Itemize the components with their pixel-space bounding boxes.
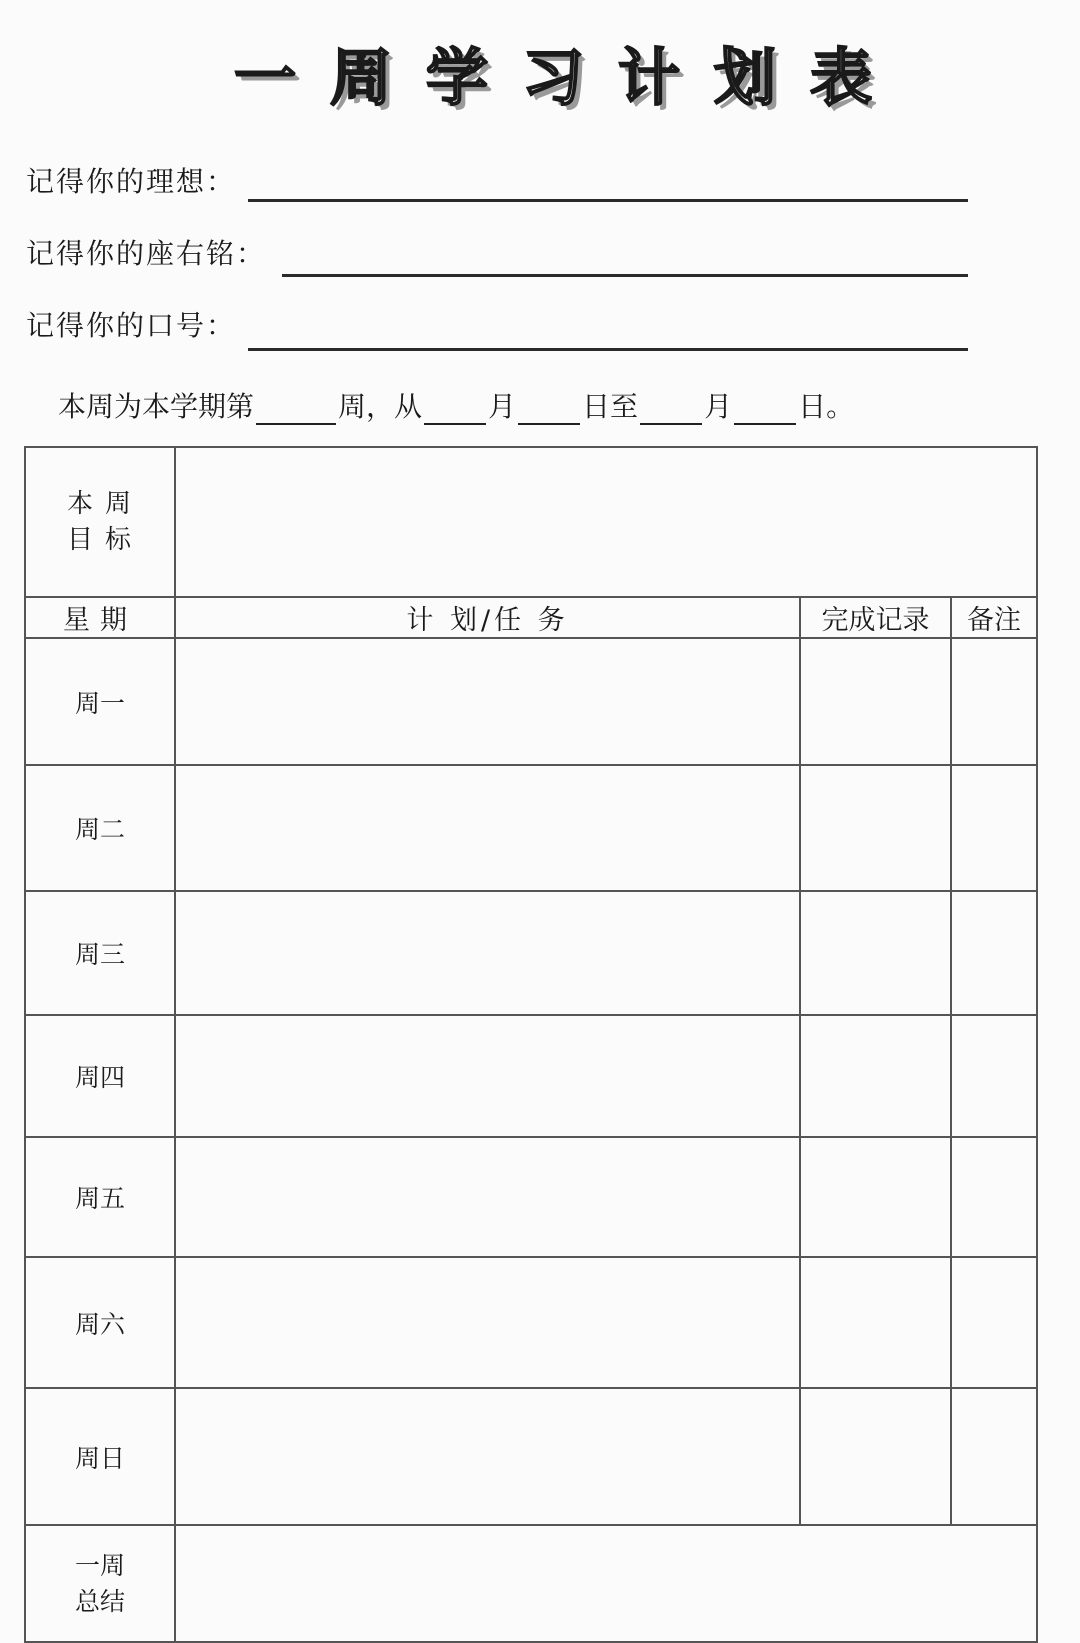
day-label: 周一 [25, 638, 175, 765]
goal-label-line2: 目标 [66, 525, 143, 555]
note-cell[interactable] [951, 1137, 1037, 1257]
day-label: 周三 [25, 891, 175, 1015]
header-day: 星期 [25, 597, 175, 638]
table-row [25, 891, 1037, 1015]
week-prefix: 本周为本学期第 [58, 390, 255, 423]
ideal-input-line[interactable] [248, 199, 968, 202]
done-cell[interactable] [800, 638, 951, 765]
done-cell[interactable] [800, 1388, 951, 1525]
ideal-label: 记得你的理想： [26, 165, 237, 198]
task-cell[interactable] [175, 1257, 800, 1388]
note-cell[interactable] [951, 1388, 1037, 1525]
table-row [25, 1388, 1037, 1525]
header-row [25, 597, 1037, 638]
header-task: 计 划/任 务 [175, 597, 800, 638]
table-row [25, 1137, 1037, 1257]
table-row [25, 638, 1037, 765]
slogan-input-line[interactable] [248, 348, 968, 351]
motto-label: 记得你的座右铭： [26, 237, 267, 270]
goal-input-cell[interactable] [175, 447, 1037, 597]
goal-label-cell [25, 447, 175, 597]
note-cell[interactable] [951, 1257, 1037, 1388]
from-month-blank[interactable] [424, 393, 486, 425]
weekly-plan-table [24, 446, 1038, 1643]
task-cell[interactable] [175, 891, 800, 1015]
done-cell[interactable] [800, 891, 951, 1015]
to-month-blank[interactable] [640, 393, 702, 425]
motto-field [26, 232, 266, 272]
done-cell[interactable] [800, 1137, 951, 1257]
day-label: 周五 [25, 1137, 175, 1257]
goal-row [25, 447, 1037, 597]
week-number-blank[interactable] [256, 393, 336, 425]
table-row [25, 765, 1037, 891]
task-cell[interactable] [175, 1137, 800, 1257]
motto-input-line[interactable] [282, 274, 968, 277]
day-to-label: 日至 [582, 390, 639, 423]
day-label: 周日 [25, 1388, 175, 1525]
note-cell[interactable] [951, 765, 1037, 891]
ideal-field [26, 160, 236, 200]
summary-row [25, 1525, 1037, 1642]
end-label: 日。 [798, 390, 855, 423]
header-done: 完成记录 [800, 597, 951, 638]
summary-label-line2: 总结 [74, 1586, 125, 1616]
month-label-1: 月 [488, 390, 517, 423]
table-row [25, 1257, 1037, 1388]
table-row [25, 1015, 1037, 1137]
note-cell[interactable] [951, 638, 1037, 765]
done-cell[interactable] [800, 1257, 951, 1388]
summary-input-cell[interactable] [175, 1525, 1037, 1642]
task-cell[interactable] [175, 638, 800, 765]
done-cell[interactable] [800, 765, 951, 891]
slogan-field [26, 304, 236, 344]
week-unit: 周，从 [338, 390, 423, 423]
to-day-blank[interactable] [734, 393, 796, 425]
done-cell[interactable] [800, 1015, 951, 1137]
day-label: 周四 [25, 1015, 175, 1137]
day-label: 周六 [25, 1257, 175, 1388]
week-range-line [58, 385, 854, 425]
note-cell[interactable] [951, 1015, 1037, 1137]
month-label-2: 月 [704, 390, 733, 423]
day-label: 周二 [25, 765, 175, 891]
page-title: 一周学习计划表 [233, 41, 906, 114]
summary-label-cell [25, 1525, 175, 1642]
task-cell[interactable] [175, 1015, 800, 1137]
task-cell[interactable] [175, 765, 800, 891]
summary-label-line1: 一周 [74, 1550, 125, 1580]
header-note: 备注 [951, 597, 1037, 638]
note-cell[interactable] [951, 891, 1037, 1015]
task-cell[interactable] [175, 1388, 800, 1525]
from-day-blank[interactable] [518, 393, 580, 425]
goal-label-line1: 本周 [66, 489, 143, 519]
slogan-label: 记得你的口号： [26, 309, 237, 342]
